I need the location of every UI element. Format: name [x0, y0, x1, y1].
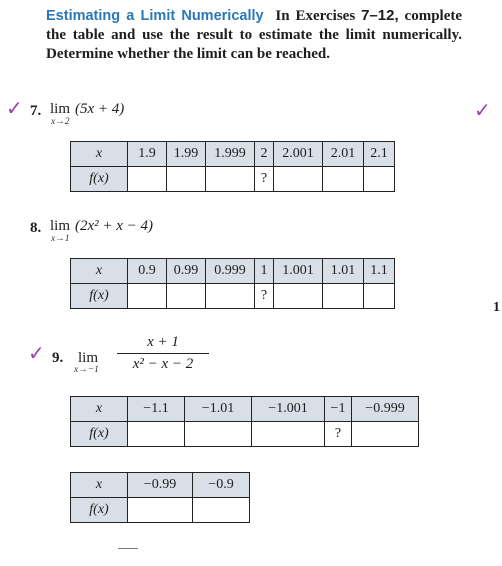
fx-cell[interactable]	[274, 167, 323, 192]
x-cell: 1.001	[274, 259, 323, 284]
check-mark-icon: ✓	[6, 96, 23, 120]
x-cell: 1.1	[364, 259, 395, 284]
value-table-ex9-a	[70, 396, 419, 447]
check-mark-icon: ✓	[474, 98, 491, 122]
check-mark-icon: ✓	[28, 341, 45, 365]
exercise-range: 7–12,	[361, 7, 399, 24]
x-cell: 0.99	[167, 259, 206, 284]
exercise-number: 8.	[30, 220, 42, 236]
fx-row	[71, 422, 419, 447]
fx-cell[interactable]	[352, 422, 419, 447]
fraction-bar	[117, 353, 209, 354]
fx-cell[interactable]	[128, 167, 167, 192]
fraction-denominator: x² − x − 2	[132, 356, 194, 372]
x-cell: 2	[255, 142, 274, 167]
fx-cell[interactable]	[323, 284, 364, 309]
x-header: x	[71, 142, 128, 167]
fx-cell[interactable]: ?	[255, 284, 274, 309]
x-cell: −0.99	[128, 473, 193, 498]
limit-subscript: x→2	[51, 117, 70, 127]
margin-number: 1	[493, 300, 500, 315]
exercises-label: In Exercises	[275, 8, 356, 24]
exercise-number: 7.	[30, 103, 42, 119]
x-cell: 0.999	[206, 259, 255, 284]
x-cell: 1.99	[167, 142, 206, 167]
fx-cell[interactable]	[128, 422, 185, 447]
limit-expression: (2x² + x − 4)	[75, 218, 154, 234]
x-cell: 1.01	[323, 259, 364, 284]
instructions-text: complete the table and use the result to estimate the limit numerically. Determine whether the limit can be reached.	[46, 8, 463, 62]
fx-cell[interactable]	[185, 422, 252, 447]
divider	[118, 548, 138, 550]
fx-header: f(x)	[71, 422, 128, 447]
x-header: x	[71, 259, 128, 284]
fx-header: f(x)	[71, 167, 128, 192]
fx-row	[71, 167, 395, 192]
x-cell: −0.9	[193, 473, 250, 498]
limit-fraction	[117, 334, 209, 373]
fx-cell[interactable]	[206, 284, 255, 309]
value-table-ex8	[70, 258, 395, 309]
fx-row	[71, 498, 250, 523]
x-cell: 1	[255, 259, 274, 284]
x-cell: −1	[325, 397, 352, 422]
fx-cell[interactable]	[128, 284, 167, 309]
x-cell: 0.9	[128, 259, 167, 284]
x-cell: 1.999	[206, 142, 255, 167]
x-header: x	[71, 473, 128, 498]
fx-cell[interactable]	[364, 167, 395, 192]
x-row	[71, 397, 419, 422]
x-cell: 2.01	[323, 142, 364, 167]
instructions-paragraph	[46, 6, 462, 64]
fx-cell[interactable]	[364, 284, 395, 309]
x-row	[71, 142, 395, 167]
x-cell: −1.1	[128, 397, 185, 422]
exercise-number: 9.	[52, 350, 64, 366]
limit-expression: (5x + 4)	[75, 101, 125, 117]
limit-operator: lim	[78, 350, 99, 366]
x-cell: −1.01	[185, 397, 252, 422]
fx-header: f(x)	[71, 498, 128, 523]
fraction-numerator: x + 1	[147, 334, 179, 350]
limit-subscript: x→1	[51, 234, 70, 244]
x-row	[71, 473, 250, 498]
x-cell: 2.1	[364, 142, 395, 167]
value-table-ex9-b	[70, 472, 250, 523]
value-table-ex7	[70, 141, 395, 192]
limit-operator: lim	[50, 218, 71, 234]
fx-row	[71, 284, 395, 309]
fx-cell[interactable]	[167, 167, 206, 192]
limit-subscript: x→−1	[74, 365, 99, 375]
fx-cell[interactable]	[206, 167, 255, 192]
fx-cell[interactable]	[323, 167, 364, 192]
fx-cell[interactable]: ?	[255, 167, 274, 192]
fx-cell[interactable]	[193, 498, 250, 523]
x-cell: 1.9	[128, 142, 167, 167]
fx-cell[interactable]	[128, 498, 193, 523]
x-cell: −1.001	[252, 397, 325, 422]
fx-header: f(x)	[71, 284, 128, 309]
section-heading: Estimating a Limit Numerically	[46, 8, 264, 24]
x-cell: −0.999	[352, 397, 419, 422]
fx-cell[interactable]	[274, 284, 323, 309]
fx-cell[interactable]: ?	[325, 422, 352, 447]
limit-operator: lim	[50, 101, 71, 117]
x-row	[71, 259, 395, 284]
x-cell: 2.001	[274, 142, 323, 167]
fx-cell[interactable]	[252, 422, 325, 447]
x-header: x	[71, 397, 128, 422]
fx-cell[interactable]	[167, 284, 206, 309]
